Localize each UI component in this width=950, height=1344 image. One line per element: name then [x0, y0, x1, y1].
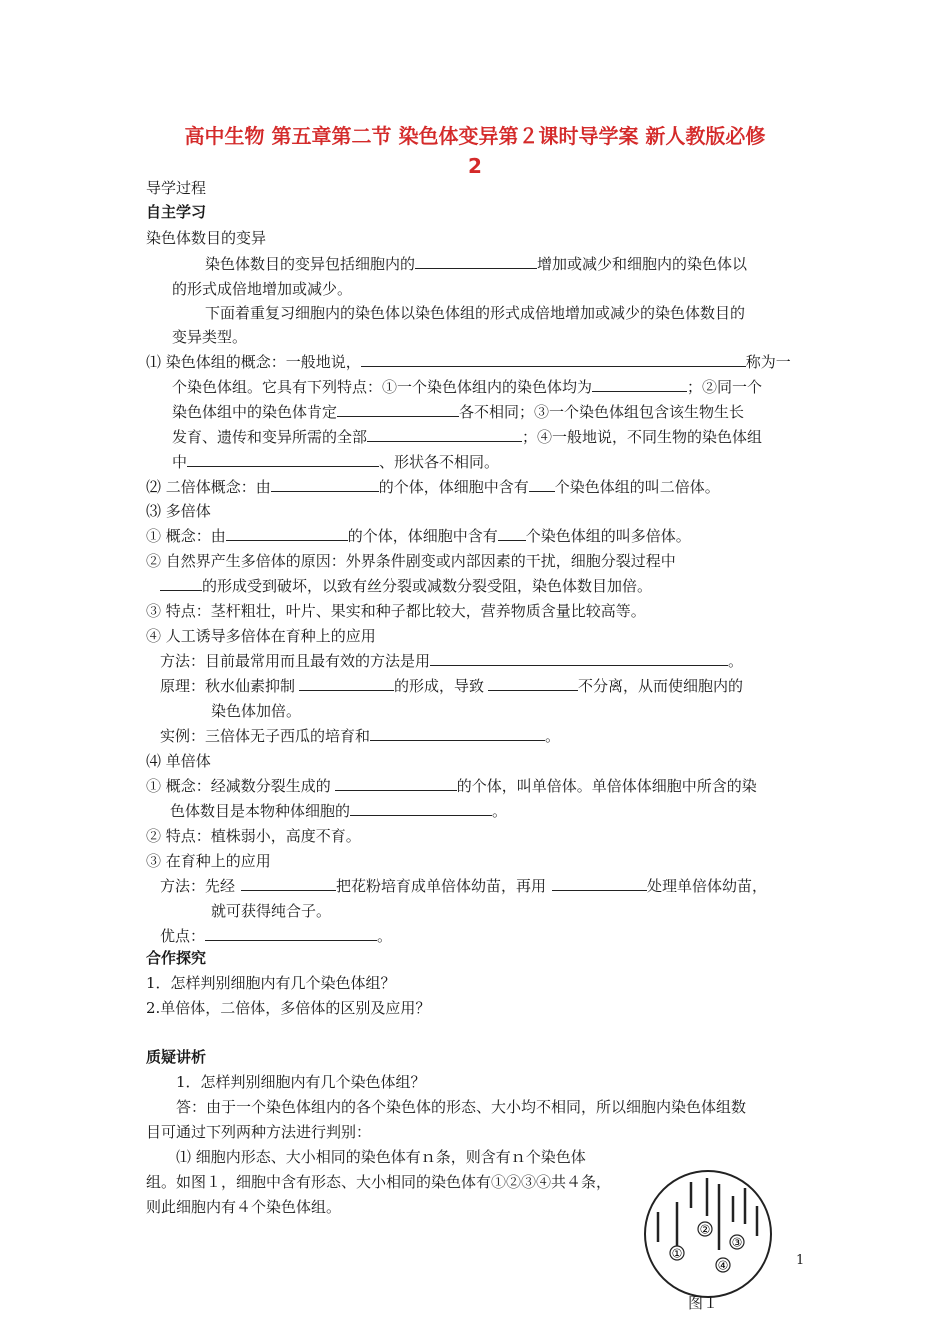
blank: [592, 377, 687, 392]
blank: [160, 576, 202, 591]
question-1: 1．怎样判别细胞内有几个染色体组？: [146, 974, 396, 992]
blank: [241, 876, 336, 891]
paragraph-line: ① 概念：由 的个体，体细胞中含有 个染色体组的叫多倍体。: [146, 527, 691, 545]
title-line-1: 高中生物 第五章第二节 染色体变异第２课时导学案 新人教版必修: [184, 124, 766, 148]
blank: [350, 801, 492, 816]
blank: [415, 254, 537, 269]
paragraph-line: 下面着重复习细胞内的染色体以染色体组的形式成倍地增加或减少的染色体数目的: [205, 304, 746, 322]
paragraph-line: ④ 人工诱导多倍体在育种上的应用: [146, 627, 376, 645]
paragraph-line: 的形成受到破坏，以致有丝分裂或减数分裂受阻，染色体数目加倍。: [160, 576, 652, 596]
paragraph-line: 原理：秋水仙素抑制 的形成，导致 不分离，从而使细胞内的: [160, 677, 744, 695]
item-chromosome-set: ⑴ 染色体组的概念：一般地说， 称为一: [146, 353, 791, 371]
blank: [205, 926, 377, 941]
answer-line: 目可通过下列两种方法进行判别：: [146, 1123, 372, 1141]
svg-text:④: ④: [717, 1258, 729, 1273]
chromosome-label-4: [716, 1258, 730, 1273]
blank: [552, 876, 647, 891]
item-diploid: ⑵ 二倍体概念：由 的个体，体细胞中含有 个染色体组的叫二倍体。: [146, 478, 720, 496]
item-haploid: ⑷ 单倍体: [146, 752, 211, 770]
section-cooperate: 合作探究: [146, 949, 207, 967]
blank: [370, 726, 545, 741]
blank: [187, 452, 379, 467]
paragraph-line: 个染色体组。它具有下列特点：①一个染色体组内的染色体均为 ；②同一个: [172, 378, 763, 396]
paragraph-line: 实例：三倍体无子西瓜的培育和 。: [160, 727, 561, 745]
section-guide: 导学过程: [146, 179, 207, 197]
answer-line: 答：由于一个染色体组内的各个染色体的形态、大小均不相同，所以细胞内染色体组数: [176, 1098, 747, 1116]
blank: [367, 427, 522, 442]
paragraph-line: 色体数目是本物种体细胞的 。: [170, 802, 508, 820]
paragraph-line: 的形式成倍地增加或减少。: [172, 280, 353, 298]
blank: [361, 352, 746, 367]
paragraph-line: 优点： 。: [160, 927, 393, 945]
chromosome-label-1: [670, 1246, 684, 1261]
blank: [488, 676, 578, 691]
svg-text:②: ②: [699, 1222, 711, 1237]
blank: [337, 402, 459, 417]
paragraph-line: 染色体数目的变异包括细胞内的 增加或减少和细胞内的染色体以: [205, 255, 748, 273]
paragraph-line: ③ 特点：茎杆粗壮，叶片、果实和种子都比较大，营养物质含量比较高等。: [146, 602, 646, 620]
blank: [271, 477, 379, 492]
paragraph-line: ② 特点：植株弱小，高度不育。: [146, 827, 361, 845]
question-2: 2.单倍体，二倍体，多倍体的区别及应用？: [146, 999, 431, 1017]
section-self-study: 自主学习: [146, 203, 207, 221]
figure-caption: 图１: [688, 1294, 719, 1312]
paragraph-line: 变异类型。: [172, 328, 248, 346]
blank: [529, 477, 555, 492]
chromosome-label-2: [698, 1222, 712, 1237]
title-line-2: 2: [468, 154, 482, 178]
discuss-question: 1．怎样判别细胞内有几个染色体组？: [176, 1073, 426, 1091]
paragraph-line: 方法：目前最常用而且最有效的方法是用 。: [160, 652, 744, 670]
subheading-chromosome-number: 染色体数目的变异: [146, 229, 267, 247]
paragraph-line: 就可获得纯合子。: [211, 902, 332, 920]
paragraph-line: 发育、遗传和变异所需的全部 ；④一般地说，不同生物的染色体组: [172, 428, 763, 446]
paragraph-line: 染色体加倍。: [211, 702, 302, 720]
chromosome-label-3: [730, 1235, 744, 1250]
blank: [226, 526, 348, 541]
paragraph-line: 方法：先经 把花粉培育成单倍体幼苗，再用 处理单倍体幼苗，: [160, 877, 768, 895]
page-number: 1: [796, 1253, 805, 1268]
paragraph-line: ③ 在育种上的应用: [146, 852, 271, 870]
blank: [299, 676, 394, 691]
svg-text:③: ③: [731, 1235, 743, 1250]
answer-line: ⑴ 细胞内形态、大小相同的染色体有ｎ条，则含有ｎ个染色体: [176, 1148, 586, 1166]
paragraph-line: ① 概念：经减数分裂生成的 的个体，叫单倍体。单倍体体细胞中所含的染: [146, 777, 757, 795]
answer-line: 则此细胞内有４个染色体组。: [146, 1198, 342, 1216]
answer-line: 组。如图１，细胞中含有形态、大小相同的染色体有①②③④共４条，: [146, 1173, 612, 1191]
section-discuss: 质疑讲析: [146, 1048, 207, 1066]
paragraph-line: 中 、形状各不相同。: [172, 453, 500, 471]
svg-text:①: ①: [671, 1246, 683, 1261]
cell-chromosome-figure: [642, 1168, 774, 1300]
document-title: [120, 121, 830, 181]
blank: [498, 526, 526, 541]
item-polyploid: ⑶ 多倍体: [146, 502, 211, 520]
paragraph-line: 染色体组中的染色体肯定 各不相同；③一个染色体组包含该生物生长: [172, 403, 745, 421]
blank: [430, 651, 728, 666]
blank: [335, 776, 457, 791]
paragraph-line: ② 自然界产生多倍体的原因：外界条件剧变或内部因素的干扰，细胞分裂过程中: [146, 552, 676, 570]
